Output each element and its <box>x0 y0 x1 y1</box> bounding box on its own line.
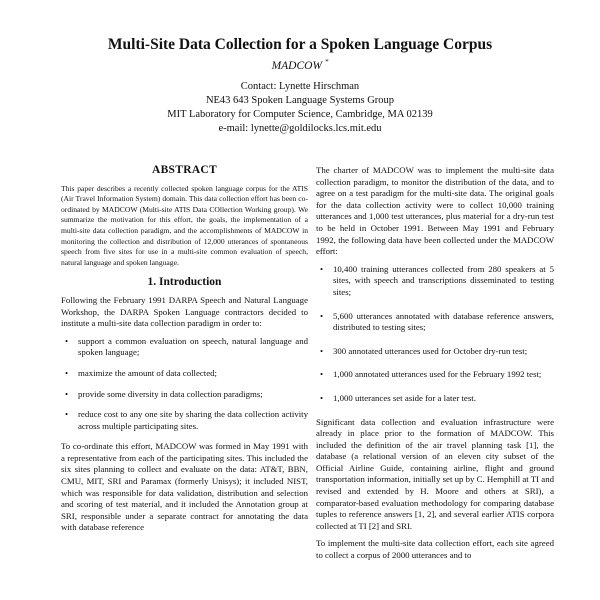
body-paragraph: To implement the multi-site data collection effort, each site agreed to collect a corpus of 2000 utterances and to <box>316 538 554 561</box>
list-item: • 1,000 annotated utterances used for the February 1992 test; <box>320 369 542 380</box>
bullet-icon: • <box>320 392 324 403</box>
contact-line: Contact: Lynette Hirschman <box>240 81 360 92</box>
contact-line: NE43 643 Spoken Language Systems Group <box>205 95 395 106</box>
abstract-text: This paper describes a recently collected spoken language corpus for the ATIS (Air Travel Information System) domain. This data collection effort has been co-ordinated by MADCOW (Multi-site ATIS Data COllection Working group). We summarize the motivation for this effort, the goals, the implementation of a multi-site data collection paradigm, and the accomplishments of MADCOW in monitoring the collection and distribution of 12,000 utterances of spontaneous speech from five sites for use in a multi-site common evaluation of speech, natural language and spoken language. <box>61 183 308 267</box>
data-bullet-list <box>316 264 554 405</box>
list-item: • 5,600 utterances annotated with database reference answers, distributed to testing sites; <box>320 310 554 333</box>
list-item: • 10,400 training utterances collected from 280 speakers at 5 sites, with speech and transcriptions disseminated to testing sites; <box>320 263 554 297</box>
contact-email: e-mail: lynette@goldilocks.lcs.mit.edu <box>218 123 382 134</box>
left-column <box>61 165 308 540</box>
paper-title: Multi-Site Data Collection for a Spoken Language Corpus <box>107 36 493 53</box>
list-item: • reduce cost to any one site by sharing the data collection activity across multiple participating sites. <box>65 409 308 431</box>
list-item: • support a common evaluation on speech, natural language and spoken language; <box>65 335 308 358</box>
body-paragraph: Significant data collection and evaluation infrastructure were already in place prior to the formation of MADCOW. This included the definition of the air travel planning task [1], the database (a relational version of an eleven city subset of the Official Airline Guide, containing airline, flight and ground transportation information, initially set up by C. Hemphill at TI and revised and extended by H. Moore and others at SRI), a comparator-based evaluation methodology for comparing database tuples to reference answers [1, 2], and several earlier ATIS corpora collected at TI [2] and SRI. <box>316 416 554 531</box>
list-item: • provide some diversity in data collection paradigms; <box>65 388 263 399</box>
list-item: • 300 annotated utterances used for October dry-run test; <box>320 345 528 356</box>
list-item: • maximize the amount of data collected; <box>65 367 217 378</box>
intro-paragraph: Following the February 1991 DARPA Speech and Natural Language Workshop, the DARPA Spoken Language contractors decided to institute a multi-site data collection paradigm in order to: <box>61 294 308 329</box>
intro-bullet-list <box>61 336 308 433</box>
bullet-icon: • <box>320 369 324 380</box>
author-name: MADCOW <box>271 59 323 72</box>
abstract-heading: ABSTRACT <box>151 164 218 176</box>
paper-author <box>0 58 600 72</box>
right-column <box>316 165 554 568</box>
bullet-icon: • <box>65 409 69 420</box>
bullet-icon: • <box>65 335 69 346</box>
list-item: • 1,000 utterances set aside for a later test. <box>320 392 476 403</box>
bullet-icon: • <box>320 310 324 321</box>
bullet-icon: • <box>320 263 324 274</box>
contact-line: MIT Laboratory for Computer Science, Cambridge, MA 02139 <box>167 109 433 120</box>
bullet-icon: • <box>65 388 69 399</box>
bullet-icon: • <box>320 345 324 356</box>
section-heading-introduction: 1. Introduction <box>147 276 222 289</box>
author-footnote-mark: * <box>324 58 329 66</box>
body-paragraph: The charter of MADCOW was to implement the multi-site data collection paradigm, to monitor the distribution of the data, and to agree on a test paradigm for the multi-site data. The original goals for the data collection activity were to collect 10,000 training utterances and 1,000 test utterances, plus material for a dry-run test to be held in October 1991. Between May 1991 and February 1992, the following data have been collected under the MADCOW effort: <box>316 165 554 257</box>
contact-block <box>0 80 600 136</box>
bullet-icon: • <box>65 367 69 378</box>
intro-paragraph: To co-ordinate this effort, MADCOW was formed in May 1991 with a representative from each of the participating sites. This included the six sites planning to collect and evaluate on the data: AT&T, BBN, CMU, MIT, SRI and Paramax (formerly Unisys); it included NIST, which was responsible for data validation, distribution and selection and scoring of test material, and it included the Annotation group at SRI, responsible under a separate contract for annotating the data with database reference <box>61 441 308 533</box>
